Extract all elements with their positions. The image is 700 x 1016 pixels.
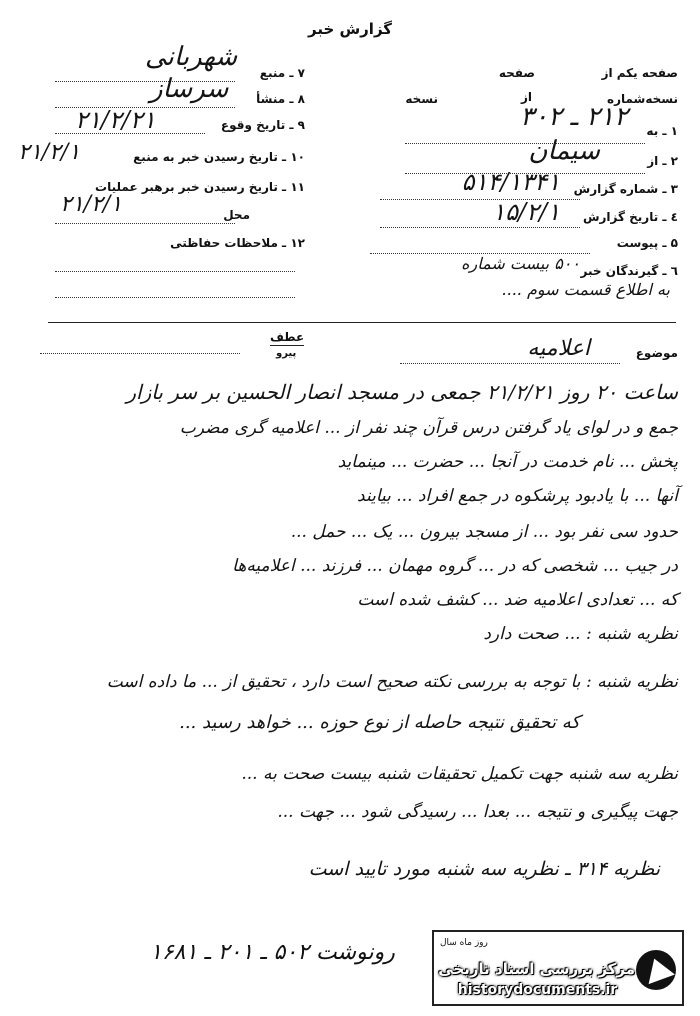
subject-value: اعلامیه <box>527 336 590 361</box>
body-line-2: جمع و در لوای یاد گرفتن درس قرآن چند نفر از ... اعلامیه گری مضرب <box>179 418 678 438</box>
field-from-label: ۲ ـ از <box>647 154 678 168</box>
reference-line <box>40 352 240 354</box>
field-report-date-line <box>380 226 580 228</box>
field-place-line <box>55 222 235 224</box>
field-to-label: ۱ ـ به <box>646 124 678 138</box>
document-title: گزارش خبر <box>307 20 393 38</box>
field-report-number-value: ۵۱۴/۱۳۴۱ <box>461 168 560 196</box>
body-line-6: در جیب ... شخصی که در ... گروه مهمان ... فرزند ... اعلامیه‌ها <box>232 556 678 576</box>
reference-peyro-label: پیرو <box>276 348 297 359</box>
field-to-line <box>405 142 645 144</box>
body-line-7: که ... تعدادی اعلامیه ضد ... کشف شده است <box>357 590 678 610</box>
field-place-label: محل <box>223 208 250 222</box>
field-security-notes-line-2 <box>55 296 295 298</box>
field-origin-label: ۸ ـ منشأ <box>256 92 305 106</box>
field-recipients-value-2: به اطلاع قسمت سوم .... <box>501 280 670 299</box>
body-line-5: حدود سی نفر بود ... از مسجد بیرون ... یک ... حمل ... <box>290 522 678 542</box>
field-report-date-label: ٤ ـ تاریخ گزارش <box>582 210 678 224</box>
remark-2: نظریه سه شنبه جهت تکمیل تحقیقات شنبه بیست صحت به ... <box>241 764 678 784</box>
body-line-1: ساعت ۲۰ روز ۲۱/۲/۲۱ جمعی در مسجد انصار الحسین بر سر بازار <box>126 380 678 404</box>
field-recipients-label: ٦ ـ گیرندگان خبر <box>580 264 678 278</box>
body-line-8: نظریه شنبه : ... صحت دارد <box>483 624 678 644</box>
field-attachment-label: ۵ ـ پیوست <box>616 236 678 250</box>
stamp-date-cells: روز ماه سال <box>440 938 488 948</box>
copy-from-label: از <box>520 90 532 104</box>
remark-3: نظریه ۳۱۴ ـ نظریه سه شنبه مورد تایید است <box>308 858 660 880</box>
body-line-3: پخش ... نام خدمت در آنجا ... حضرت ... مینماید <box>337 452 678 472</box>
subject-line <box>400 362 620 364</box>
watermark-name: مرکز بررسی اسناد تاریخی <box>438 960 635 978</box>
page-suffix: صفحه <box>498 66 535 80</box>
field-report-number-label: ۳ ـ شماره گزارش <box>573 182 678 196</box>
field-security-notes-line-1 <box>55 270 295 272</box>
remark-1-continued: که تحقیق نتیجه حاصله از نوع حوزه ... خواهد رسید ... <box>179 712 580 733</box>
remark-1: نظریه شنبه : با توجه به بررسی نکته صحیح است دارد ، تحقیق از ... ما داده است <box>106 672 678 692</box>
field-event-date-label: ۹ ـ تاریخ وقوع <box>220 118 305 132</box>
archive-logo-icon <box>636 950 676 990</box>
body-line-4: آنها ... با یادبود پرشکوه در جمع افراد ... بیایند <box>357 486 678 506</box>
field-from-value: سیمان <box>528 136 600 166</box>
field-origin-value: سرساز <box>150 74 229 104</box>
copy-number-label: نسخه‌شماره <box>607 92 678 106</box>
copy-suffix-label: نسخه <box>405 92 438 106</box>
field-event-date-value: ۲۱/۲/۲۱ <box>75 106 156 134</box>
subject-label: موضوع <box>635 346 678 360</box>
reference-atf-label: عطف <box>270 330 305 344</box>
field-received-source-label: ۱۰ ـ تاریخ رسیدن خبر به منبع <box>133 150 305 164</box>
field-received-leader-label: ۱۱ ـ تاریخ رسیدن خبر برهبر عملیات <box>95 180 305 194</box>
signature-line: رونوشت ۵۰۲ ـ ۲۰۱ ـ ۱۶۸۱ <box>150 940 395 965</box>
watermark-url: historydocuments.ir <box>457 982 618 998</box>
field-source-value: شهربانی <box>145 42 238 72</box>
remark-2-continued: جهت پیگیری و نتیجه ... بعدا ... رسیدگی شود ... جهت ... <box>277 802 678 822</box>
field-source-label: ۷ ـ منبع <box>259 66 305 80</box>
form-divider <box>48 322 676 323</box>
field-recipients-value-1: ۵۰۰ بیست شماره <box>461 254 580 273</box>
field-to-value: ۲۱۲ ـ ۳۰۲ <box>520 102 628 132</box>
field-received-leader-value: ۲۱/۲/۱ <box>60 192 123 217</box>
field-security-notes-label: ۱۲ ـ ملاحظات حفاظتی <box>170 236 305 250</box>
field-received-source-value: ۲۱/۲/۱ <box>18 140 81 165</box>
page-label: صفحه یکم از <box>601 66 678 80</box>
field-report-date-value: ۱۵/۲/۱ <box>492 198 560 226</box>
